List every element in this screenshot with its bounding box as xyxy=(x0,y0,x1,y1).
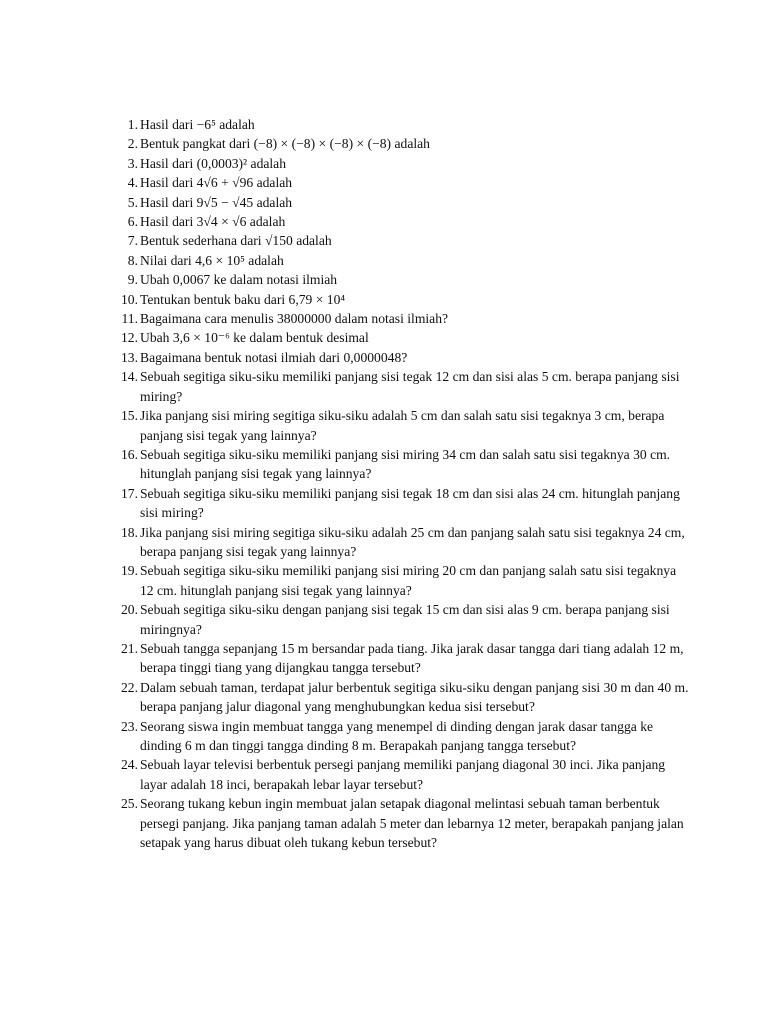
question-item xyxy=(112,328,692,347)
question-text: Bentuk pangkat dari (−8) × (−8) × (−8) × (−8) adalah xyxy=(140,136,430,152)
question-number: 9. xyxy=(127,272,138,288)
question-item xyxy=(112,115,692,134)
question-number: 25. xyxy=(121,796,138,812)
question-text: Hasil dari 3√4 × √6 adalah xyxy=(140,214,286,230)
question-number: 12. xyxy=(121,330,138,346)
question-number: 8. xyxy=(127,252,138,268)
question-item xyxy=(112,639,692,678)
question-item xyxy=(112,755,692,794)
question-item xyxy=(112,231,692,250)
question-text: Hasil dari 9√5 − √45 adalah xyxy=(140,194,293,210)
question-item xyxy=(112,600,692,639)
question-item xyxy=(112,173,692,192)
question-text: Nilai dari 4,6 × 10⁵ adalah xyxy=(140,252,284,268)
question-text: Dalam sebuah taman, terdapat jalur berbentuk segitiga siku-siku dengan panjang sisi 30 m dan 40 m. berapa panjang jalur diagonal yang menghubungkan kedua sisi tersebut? xyxy=(140,679,689,715)
question-item xyxy=(112,309,692,328)
question-text: Bentuk sederhana dari √150 adalah xyxy=(140,233,332,249)
question-item xyxy=(112,794,692,852)
question-item xyxy=(112,251,692,270)
question-text: Seorang tukang kebun ingin membuat jalan setapak diagonal melintasi sebuah taman berbentuk persegi panjang. Jika panjang taman adalah 5 meter dan lebarnya 12 meter, berapakah panjang jalan setapak yang harus dibuat oleh tukang kebun tersebut? xyxy=(140,796,684,851)
question-number: 19. xyxy=(121,563,138,579)
question-number: 22. xyxy=(121,679,138,695)
question-text: Jika panjang sisi miring segitiga siku-siku adalah 25 cm dan panjang salah satu sisi tegaknya 24 cm, berapa panjang sisi tegak yang lainnya? xyxy=(140,524,685,559)
question-item xyxy=(112,523,692,562)
question-number: 18. xyxy=(121,524,138,540)
question-text: Sebuah segitiga siku-siku memiliki panjang sisi tegak 18 cm dan sisi alas 24 cm. hitunglah panjang sisi miring? xyxy=(140,485,680,521)
question-text: Sebuah segitiga siku-siku dengan panjang sisi tegak 15 cm dan sisi alas 9 cm. berapa panjang sisi miringnya? xyxy=(140,602,670,637)
question-text: Bagaimana cara menulis 38000000 dalam notasi ilmiah? xyxy=(140,311,449,327)
question-text: Hasil dari 4√6 + √96 adalah xyxy=(140,175,293,191)
question-number: 5. xyxy=(127,194,138,210)
question-item xyxy=(112,367,692,406)
question-number: 6. xyxy=(127,214,138,230)
question-item xyxy=(112,484,692,523)
question-number: 20. xyxy=(121,602,138,618)
question-text: Sebuah layar televisi berbentuk persegi panjang memiliki panjang diagonal 30 inci. Jika panjang layar adalah 18 inci, berapakah lebar layar tersebut? xyxy=(140,757,666,792)
question-text: Jika panjang sisi miring segitiga siku-siku adalah 5 cm dan salah satu sisi tegaknya 3 cm, berapa panjang sisi tegak yang lainnya? xyxy=(140,408,665,443)
question-number: 24. xyxy=(121,757,138,773)
question-item xyxy=(112,717,692,756)
question-item xyxy=(112,678,692,717)
question-item xyxy=(112,270,692,289)
question-text: Seorang siswa ingin membuat tangga yang menempel di dinding dengan jarak dasar tangga ke dinding 6 m dan tinggi tangga dinding 8 m. Berapakah panjang tangga tersebut? xyxy=(140,718,654,753)
question-text: Hasil dari −6⁵ adalah xyxy=(140,117,255,132)
question-text: Ubah 0,0067 ke dalam notasi ilmiah xyxy=(140,272,338,288)
question-number: 17. xyxy=(121,485,138,501)
question-item xyxy=(112,561,692,600)
question-number: 11. xyxy=(121,311,138,327)
question-number: 4. xyxy=(127,175,138,191)
question-item xyxy=(112,406,692,445)
question-number: 2. xyxy=(127,136,138,152)
question-number: 23. xyxy=(121,718,138,734)
question-text: Bagaimana bentuk notasi ilmiah dari 0,0000048? xyxy=(140,349,408,365)
question-text: Sebuah segitiga siku-siku memiliki panjang sisi miring 20 cm dan panjang salah satu sisi tegaknya 12 cm. hitunglah panjang sisi tegak yang lainnya? xyxy=(140,563,677,598)
question-item xyxy=(112,348,692,367)
question-item xyxy=(112,134,692,153)
question-text: Ubah 3,6 × 10⁻⁶ ke dalam bentuk desimal xyxy=(140,330,369,346)
question-item xyxy=(112,193,692,212)
question-number: 7. xyxy=(127,233,138,249)
question-text: Tentukan bentuk baku dari 6,79 × 10⁴ xyxy=(140,291,346,307)
question-item xyxy=(112,212,692,231)
question-item xyxy=(112,154,692,173)
question-text: Sebuah segitiga siku-siku memiliki panjang sisi tegak 12 cm dan sisi alas 5 cm. berapa panjang sisi miring? xyxy=(140,369,680,404)
question-item xyxy=(112,290,692,309)
question-text: Sebuah segitiga siku-siku memiliki panjang sisi miring 34 cm dan salah satu sisi tegaknya 30 cm. hitunglah panjang sisi tegak yang lainnya? xyxy=(140,446,671,482)
question-number: 21. xyxy=(121,640,138,656)
question-text: Hasil dari (0,0003)² adalah xyxy=(140,155,287,171)
question-list xyxy=(112,115,692,852)
question-number: 15. xyxy=(121,408,138,424)
question-text: Sebuah tangga sepanjang 15 m bersandar pada tiang. Jika jarak dasar tangga dari tiang adalah 12 m, berapa tinggi tiang yang dijangkau tangga tersebut? xyxy=(140,640,684,676)
question-number: 16. xyxy=(121,446,138,462)
question-number: 14. xyxy=(121,369,138,385)
question-number: 13. xyxy=(121,349,138,365)
question-number: 3. xyxy=(127,155,138,171)
question-number: 10. xyxy=(121,291,138,307)
question-item xyxy=(112,445,692,484)
question-number: 1. xyxy=(127,117,138,132)
